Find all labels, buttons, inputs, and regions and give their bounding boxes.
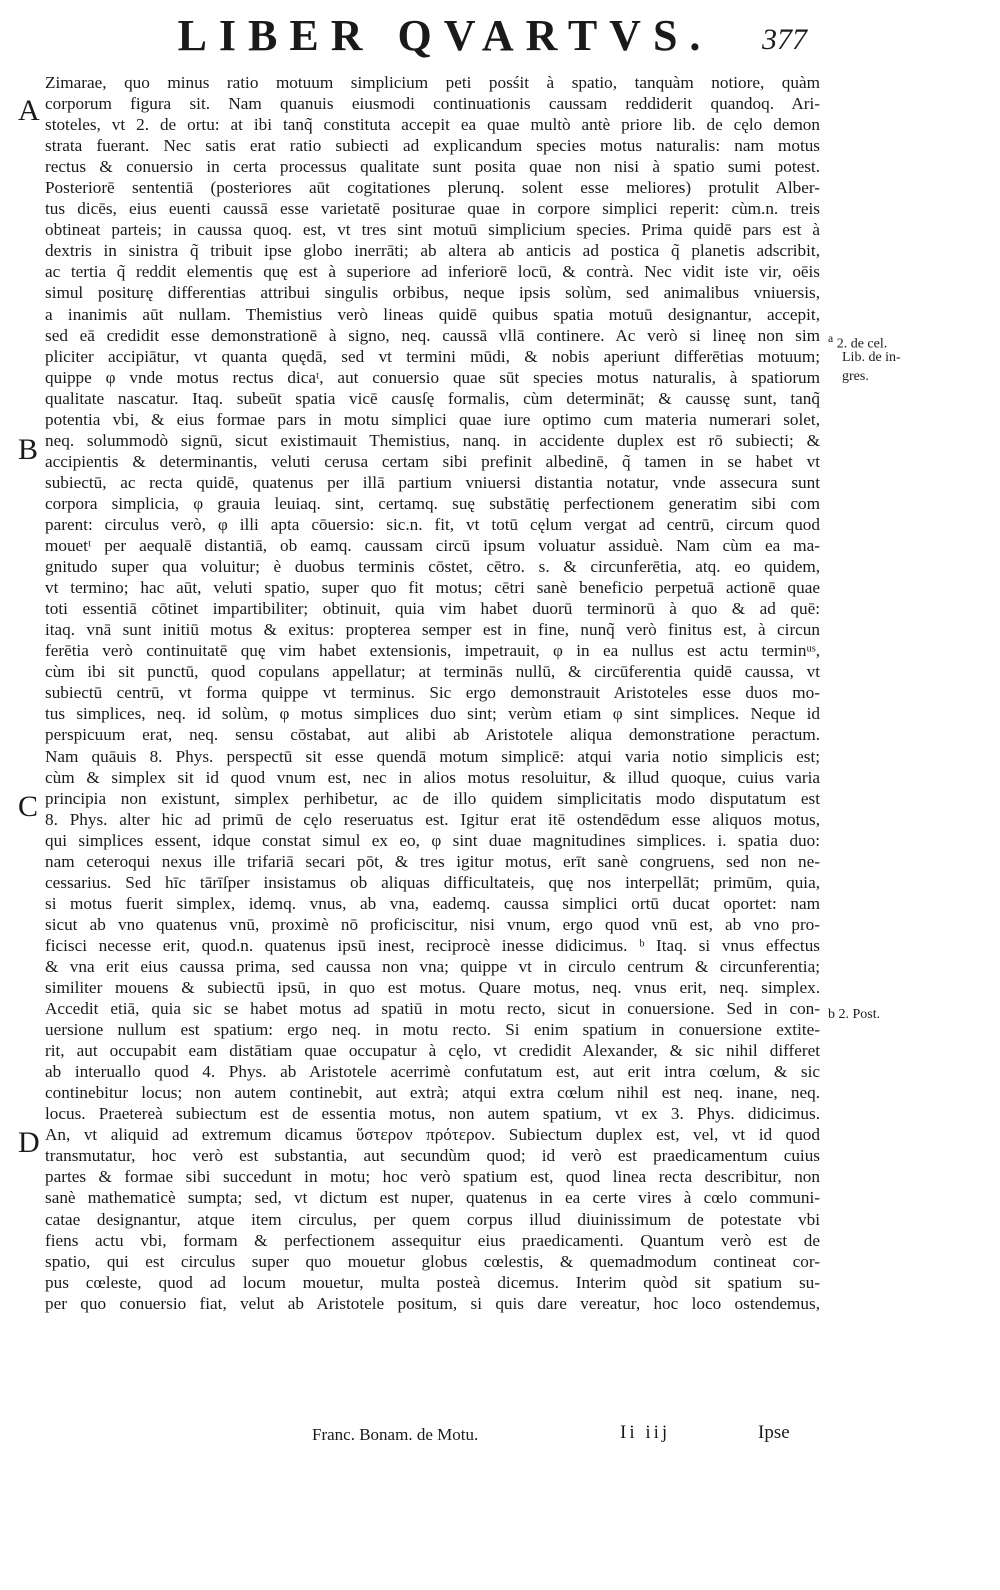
- text-line: continebitur locus; non autem continebit, aut extrà; atqui extra cœlum nihil est neq. inane, neq.: [45, 1083, 820, 1103]
- text-line: 8. Phys. alter hic ad primū de cęlo reseruatus est. Igitur erat itē ostendēdum esse aliquos motus,: [45, 809, 820, 829]
- text-line: qui simplices essent, idque constat simul ex eo, φ sint duae magnitudines simplices. i. spatia duo:: [45, 830, 820, 850]
- text-line: cùm ibi sit punctū, quod copulans appellatur; at terminās nullū, & circūferentia quidē caussa, vt: [45, 662, 820, 682]
- text-line: Accedit etiā, quia sic se habet motus ad spatiū in motu recto, sicut in conuersione. Sed in con-: [45, 999, 820, 1019]
- text-line: a inanimis aūt nullam. Themistius verò lineas quidē quibus spatia motuū designantur, accepit,: [45, 304, 820, 324]
- text-line: obtineat parteis; in caussa quoq. est, vt tres sint motuū simplicium species. Prima quidē pars est à: [45, 220, 820, 240]
- margin-note-continuation: gres.: [842, 369, 869, 384]
- text-line: strata fuerant. Nec satis erat ratio subiecti ad explicandum species motus naturalis: nam motus: [45, 136, 820, 156]
- text-line: subiectū, ac recta quidē, quatenus per illā partium vniuersi distantia notatur, vnde assecura sunt: [45, 472, 820, 492]
- text-line: dextris in sinistra q̃ tribuit ipse globo inerrāti; ab altera ab anticis ad postica q̃ planetis adscribit,: [45, 241, 820, 261]
- text-line: toti essentiā cōtinet impartibiliter; obtinuit, quia vim habet duorū terminorū à quo & ad quē:: [45, 599, 820, 619]
- text-line: locus. Praetereà subiectum est de essentia motus, non autem spatium, vt ex 3. Phys. didicimus.: [45, 1104, 820, 1124]
- text-line: quippe φ vnde motus rectus dicaᵗ, aut conuersio quae sūt species motus naturalis, à spatiorum: [45, 367, 820, 387]
- section-letter-a: A: [18, 94, 40, 127]
- text-line: per quo conuersio fiat, velut ab Aristotele positum, si quis dare vereatur, hoc loco ostendemus,: [45, 1293, 820, 1313]
- margin-note-continuation: Lib. de in-: [842, 350, 901, 365]
- text-line: ac tertia q̃ reddit elementis quę est à superiore ad inferiorē locū, & contrà. Nec vidit iste vir, oēis: [45, 262, 820, 282]
- text-line: perspicuum erat, neq. sensu cōstabat, aut alibi ab Aristotele aliqua demonstratione peractum.: [45, 725, 820, 745]
- page-number: 377: [762, 23, 807, 56]
- text-line: qualitate nascatur. Itaq. subeūt spatia vicē causſę formalis, cùm determināt; & caussę sunt, tanq̃: [45, 388, 820, 408]
- text-line: pus cœleste, quod ad locum mouetur, multa posteà dicemus. Interim quòd sit spatium su-: [45, 1272, 820, 1292]
- text-line: cessarius. Sed hīc tārīſper insistamus ob aliquas difficultateis, quę nos interpellāt; primūm, quia,: [45, 872, 820, 892]
- text-line: Nam quāuis 8. Phys. perspectū sit esse quendā motum simplicē: atqui varia notio simplicis est;: [45, 746, 820, 766]
- text-line: fiens actu vbi, formam & perfectionem assequitur eius praedicamenti. Quantum verò est de: [45, 1230, 820, 1250]
- text-line: gnitudo super qua voluitur; è duobus terminis cōstet, cētro. s. & circunferētia, atq. eo quidem,: [45, 557, 820, 577]
- margin-note-marker: b: [828, 1007, 835, 1022]
- margin-note-marker: a: [828, 332, 834, 345]
- text-line: similiter mouens & subiectū ipsū, in quo est motus. Quare motus, neq. vnus erit, neq. simplex.: [45, 978, 820, 998]
- section-letter-d: D: [18, 1126, 40, 1159]
- text-line: An, vt aliquid ad extremum dicamus ὕστερον πρότερον. Subiectum duplex est, vel, vt id quod: [45, 1125, 820, 1145]
- text-line: ab interuallo quod 4. Phys. ab Aristotele acerrimè confutatum est, aut erit intra cœlum, & sic: [45, 1062, 820, 1082]
- margin-note-b: [828, 1006, 978, 1024]
- text-line: rit, aut occupabit eam distātiam quae occupatur à cęlo, vt credidit Alexander, & sic nihil differet: [45, 1041, 820, 1061]
- text-line: sanè mathematicè sumpta; sed, vt dictum est nuper, quatenus in ea certe vires à cœlo communi-: [45, 1188, 820, 1208]
- text-line: transmutatur, hoc verò est substantia, aut secundùm quod; id verò est praedicamentum cuius: [45, 1146, 820, 1166]
- text-line: rectus & conuersio in certa processus qualitate sunt posita quae non nisi à spatio sumi potest.: [45, 157, 820, 177]
- text-line: principia non existunt, simplex perhibetur, ac de illo quidem simplicitatis modo disputatum est: [45, 788, 820, 808]
- body-text: [45, 72, 820, 1314]
- text-line: & vna erit eius caussa prima, sed caussa non vna; quippe vt in circulo centrum & circunferentia;: [45, 956, 820, 976]
- text-line: ficisci necesse erit, quod.n. quatenus ipsū inest, reciprocè inesse didicimus. ᵇ Itaq. si vnus effectus: [45, 935, 820, 955]
- text-line: mouetᵗ per aequalē distantiā, ob eamq. caussam circū ipsum voluatur assiduè. Nam cùm ea ma-: [45, 536, 820, 556]
- text-line: pliciter accipiātur, vt quanta quędā, sed vt termini mūdi, & nobis aperiunt differētias motuum;: [45, 346, 820, 366]
- text-line: corporum figura sit. Nam quanuis eiusmodi continuationis caussam reddiderit quandoq. Ari-: [45, 94, 820, 114]
- text-line: uersione nullum est spatium: ergo neq. in motu recto. Si enim spatium in conuersione extite-: [45, 1020, 820, 1040]
- text-line: corpora simplicia, φ grauia leuiaq. sint, certamq. suę substātię perfectionem generatim sibi com: [45, 493, 820, 513]
- text-line: si motus fuerit simplex, idemq. vnus, ab vna, eademq. caussa simplici ortū ducat oportet: nam: [45, 893, 820, 913]
- margin-note-text: 2. Post.: [838, 1007, 881, 1022]
- section-letter-c: C: [18, 790, 39, 823]
- text-line: itaq. vnā sunt initiū motus & exitus: propterea semper est in fine, nunq̃ verò finitus est, à circun: [45, 620, 820, 640]
- text-line: Posteriorē sententiā (posteriores aūt cogitationes plerunq. solent esse meliores) protulit Alber-: [45, 178, 820, 198]
- text-line: sicut ab vno quatenus vnū, proximè nō proficiscitur, nisi vnum, ergo quod vnū est, ab vno pro-: [45, 914, 820, 934]
- text-line: ferētia verò continuitatē quę vim habet extensionis, impetrauit, φ in ea nullus est actu terminᵘˢ,: [45, 641, 820, 661]
- text-line: subiectū centrū, vt forma quippe vt terminus. Sic ergo demonstrauit Aristoteles esse duos mo-: [45, 683, 820, 703]
- text-line: potentia vbi, & eius formae pars in motu simplici quae iure optimo cum materia numerari solet,: [45, 409, 820, 429]
- text-line: Zimarae, quo minus ratio motuum simplicium peti posśit à spatio, tanquàm notiore, quàm: [45, 73, 820, 92]
- text-line: nam ceteroqui nexus ille trifariā secari pōt, & tres igitur motus, erīt sanè congruens, sed non ne-: [45, 851, 820, 871]
- text-line: simul positurę differentias attribui singulis orbibus, neque ipsis solùm, sed animalibus vniuersis,: [45, 283, 820, 303]
- footer-author-line: Franc. Bonam. de Motu.: [312, 1425, 479, 1444]
- text-line: cùm & simplex sit id quod vnum est, nec in alios motus resoluitur, & illud quoque, cuius varia: [45, 767, 820, 787]
- margin-note-text: 2. de cel.: [836, 336, 888, 352]
- signature-mark: Ii iij: [620, 1422, 671, 1443]
- text-line: tus dicēs, eius euenti caussā esse varietatē positurae quae in corpore simplici reperit: cùm.n. treis: [45, 199, 820, 219]
- text-line: catae designantur, atque item circulus, per quem corpus illud diuinissimum de potestate vbi: [45, 1209, 820, 1229]
- text-line: partes & formae sibi succedunt in motu; hoc verò spatium est, quod linea recta describitur, non: [45, 1167, 820, 1187]
- text-line: vt termino; hac aūt, veluti spatio, super quo fit motus; cētri sanè beneficio perpetuā actionē quae: [45, 578, 820, 598]
- text-line: tus simplices, neq. id solùm, φ motus simplices duo sint; verùm etiam φ sint simplices. Neque id: [45, 704, 820, 724]
- text-line: stoteles, vt 2. de ortu: at ibi tanq̃ constituta accepit ea quae multò antè priore lib. de cęlo demon: [45, 115, 820, 135]
- running-title: LIBER QVARTVS.: [177, 11, 713, 60]
- text-line: spatio, qui est circulus super quo mouetur globus cœlestis, & quemadmodum contineat cor-: [45, 1251, 820, 1271]
- catchword: Ipse: [758, 1422, 790, 1443]
- text-line: accipientis & determinantis, veluti cerusa certam sibi prefinit albedinē, q̃ tamen in se habet vt: [45, 451, 820, 471]
- text-line: neq. solummodò signū, sicut existimauit Themistius, nanq. in accidente duplex est rō subiecti; &: [45, 430, 820, 450]
- section-letter-b: B: [18, 433, 39, 466]
- text-line: parent: circulus verò, φ illi apta cōuersio: sic.n. fit, vt totū cęlum vergat ad centrū, circum quod: [45, 514, 820, 534]
- text-line: sed eā credidit esse demonstrationē à signo, neq. caussā vllā continere. Ac verò si lineę non sim: [45, 325, 820, 345]
